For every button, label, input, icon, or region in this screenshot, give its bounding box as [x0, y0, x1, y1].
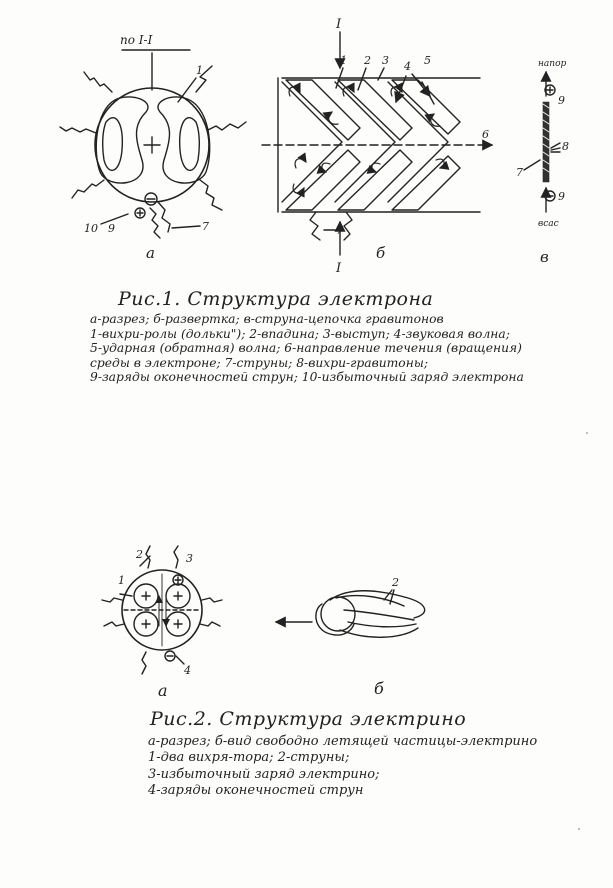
string-7 [158, 202, 170, 232]
vortex-roll-right [158, 97, 210, 183]
string-4 [84, 72, 112, 92]
fig2-legend-line: а-разрез; б-вид свободно летящей частицы-электрино [148, 734, 538, 749]
label-5: 5 [424, 54, 431, 67]
fig1-legend [90, 312, 524, 385]
string-b1 [310, 212, 320, 240]
fig2-title: Рис.2. Структура электрино [150, 708, 467, 730]
label-9-b: 9 [558, 94, 565, 107]
leader-1 [120, 594, 132, 596]
fig2-legend-line: 4-заряды оконечностей струн [148, 782, 364, 798]
fig2a-cross-section [102, 546, 222, 674]
plus-bl [142, 620, 150, 628]
leader-7a [172, 226, 200, 228]
label-9-c: 9 [558, 190, 565, 203]
label-6: 6 [482, 128, 489, 141]
fig2-sub-a: а [158, 681, 168, 700]
fig2-label-1: 1 [118, 574, 125, 587]
fig2-legend [148, 734, 537, 799]
fig2-legend-line: 1-два вихря-тора; 2-струны; [148, 750, 350, 766]
leader-8a [551, 143, 560, 148]
string-b2 [344, 212, 352, 240]
fig2b-free-particle [276, 590, 425, 637]
label-9-a: 9 [108, 222, 115, 235]
particle-core [321, 597, 355, 631]
string-right-1 [202, 598, 222, 602]
fig2-label-2b: 2 [392, 576, 399, 589]
leader-4 [176, 656, 184, 664]
string-tail-5 [348, 622, 416, 627]
scan-speck [586, 432, 588, 434]
string-5 [60, 127, 96, 133]
fig1v-graviton-string [524, 72, 560, 212]
capsule [286, 80, 360, 140]
fig1-legend-line: а-разрез; б-развертка; в-струна-цепочка гравитонов [90, 312, 444, 326]
fig2-sub-b: б [374, 679, 384, 698]
excess-charge-plus-sign [175, 577, 181, 583]
string-6 [72, 180, 104, 198]
label-4: 4 [404, 60, 411, 73]
vortex-roll-left-inner [103, 118, 123, 171]
section-label: по I-I [120, 33, 153, 47]
fig1-title: Рис.1. Структура электрона [118, 288, 434, 310]
fig1-legend-line: 9-заряды оконечностей струн; 10-избыточный заряд электрона [90, 370, 524, 385]
label-7-c: 7 [516, 166, 523, 179]
top-word: напор [538, 59, 567, 69]
cut-mark-bottom: I [336, 261, 342, 276]
string-3 [200, 180, 222, 210]
fig1-legend-line: 5-ударная (обратная) волна; 6-направление течения (вращения) [90, 341, 522, 356]
label-3: 3 [382, 54, 389, 67]
cut-mark-top: I [336, 17, 342, 32]
label-1-b: 1 [340, 54, 347, 67]
fig1a-cross-section [60, 50, 246, 238]
string-top-2 [174, 546, 178, 568]
fig1-sub-a: а [146, 244, 155, 262]
label-2: 2 [364, 54, 371, 67]
leader-8b [551, 148, 560, 150]
label-7-a: 7 [202, 220, 209, 233]
string-left-2 [104, 622, 124, 626]
fig1-sub-v: в [540, 248, 549, 266]
fig1b-unrolled [262, 32, 492, 255]
rotation-arrows [289, 87, 444, 193]
fig1-legend-line: среды в электроне; 7-струны; 8-вихри-гравитоны; [90, 355, 428, 370]
fig1-legend-line: 1-вихри-ролы (дольки"); 2-впадина; 3-выступ; 4-звуковая волна; [90, 326, 510, 341]
fig2-label-2a: 2 [136, 548, 143, 561]
fig1-sub-b: б [376, 244, 386, 262]
fig2-label-3: 3 [186, 552, 193, 565]
bottom-word: вcас [538, 219, 559, 229]
scan-speck [578, 828, 580, 830]
string-left-1 [102, 598, 122, 602]
fig2-legend-line: 3-избыточный заряд электрино; [148, 766, 380, 782]
leader-7c [524, 160, 540, 170]
leader-2b-1 [384, 590, 392, 600]
label-7-b: 7 [336, 224, 343, 237]
label-10: 10 [84, 222, 98, 235]
string-tail-2 [336, 596, 404, 606]
plus-br [174, 620, 182, 628]
label-1-a: 1 [196, 64, 203, 77]
string-8 [150, 208, 160, 238]
string-2 [208, 122, 246, 130]
plus-tr [174, 592, 182, 600]
label-8: 8 [562, 140, 569, 153]
vortex-roll-right-inner [180, 118, 200, 171]
string-bottom-1 [142, 652, 146, 674]
fig2-label-4: 4 [184, 664, 191, 677]
string-right-2 [200, 622, 220, 626]
leader-2 [358, 68, 366, 90]
plus-tl [142, 592, 150, 600]
